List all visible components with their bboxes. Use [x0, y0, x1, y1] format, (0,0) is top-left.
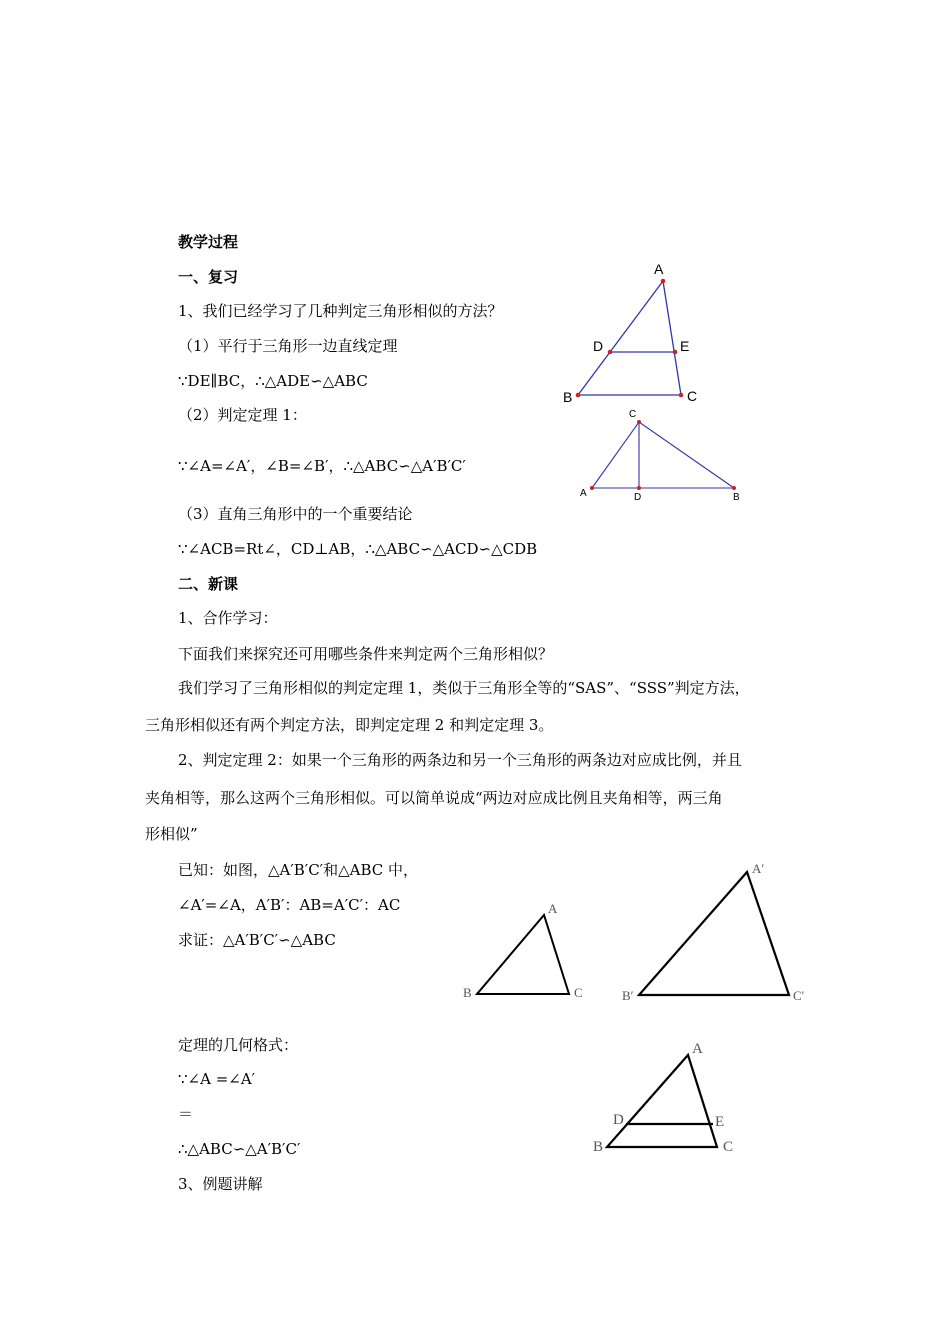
label-a: A	[548, 901, 558, 916]
label-e: E	[715, 1114, 725, 1130]
text-line: （2）判定定理 1：	[178, 406, 307, 424]
label-c-prime: C′	[793, 988, 805, 1003]
point-d	[608, 350, 613, 355]
text-line: 3、例题讲解	[178, 1175, 263, 1193]
label-c: C	[574, 985, 583, 1000]
figure-triangle-ade-abc	[555, 255, 705, 410]
point-a	[661, 279, 666, 284]
section-heading-new-lesson: 二、新课	[178, 575, 239, 593]
point-a	[590, 486, 594, 490]
label-a-prime: A′	[752, 861, 765, 876]
text-line: ∴△ABC∽△A′B′C′	[178, 1140, 301, 1158]
text-line: 我们学习了三角形相似的判定定理 1，类似于三角形全等的“SAS”、“SSS”判定方法，	[178, 679, 750, 697]
text-line: ∠A′=∠A，A′B′：AB=A′C′：AC	[178, 896, 401, 914]
label-e: E	[680, 338, 690, 354]
text-line: ＝	[178, 1105, 194, 1123]
triangle-abc-prime-outline	[639, 872, 789, 995]
point-d	[637, 486, 641, 490]
triangle-acb-outline	[592, 422, 734, 488]
figure-triangle-abc-small	[458, 895, 588, 1010]
point-c	[637, 420, 641, 424]
text-line: 三角形相似还有两个判定方法，即判定定理 2 和判定定理 3。	[145, 716, 554, 734]
text-line: ∵∠A=∠A′，∠B=∠B′，∴△ABC∽△A′B′C′	[178, 457, 466, 475]
label-a: A	[580, 488, 587, 499]
label-b: B	[593, 1139, 604, 1155]
label-c: C	[687, 388, 698, 404]
point-e	[673, 350, 678, 355]
text-line: 形相似”	[145, 825, 198, 843]
page-title: 教学过程	[178, 233, 239, 251]
triangle-abc-outline	[607, 1055, 717, 1147]
label-b: B	[463, 985, 472, 1000]
label-a: A	[654, 261, 664, 277]
point-c	[679, 393, 684, 398]
text-line: 下面我们来探究还可用哪些条件来判定两个三角形相似？	[178, 645, 554, 663]
section-heading-review: 一、复习	[178, 268, 239, 286]
text-line: ∵∠ACB=Rt∠，CD⊥AB，∴△ABC∽△ACD∽△CDB	[178, 540, 538, 558]
text-line: 已知：如图，△A′B′C′和△ABC 中，	[178, 861, 419, 879]
figure-right-triangle-altitude	[575, 405, 750, 505]
text-line: 求证：△A′B′C′∽△ABC	[178, 931, 336, 949]
text-line: 定理的几何格式：	[178, 1036, 299, 1054]
text-line: ∵∠A =∠A′	[178, 1070, 256, 1088]
text-line: （3）直角三角形中的一个重要结论	[178, 505, 413, 523]
label-d: D	[634, 492, 642, 503]
text-line: （1）平行于三角形一边直线定理	[178, 337, 398, 355]
label-d: D	[613, 1112, 624, 1128]
figure-triangle-ade-bw	[588, 1030, 748, 1160]
label-b: B	[563, 389, 573, 405]
label-a: A	[692, 1041, 703, 1057]
label-d: D	[593, 338, 604, 354]
point-b	[576, 393, 581, 398]
triangle-abc-outline	[477, 915, 569, 994]
text-line: 夹角相等，那么这两个三角形相似。可以简单说成“两边对应成比例且夹角相等，两三角	[145, 789, 723, 807]
label-c: C	[723, 1139, 734, 1155]
text-line: 1、合作学习：	[178, 609, 278, 627]
figure-triangle-abc-prime-large	[618, 855, 818, 1010]
label-b: B	[733, 492, 740, 503]
text-line: ∵DE∥BC，∴△ADE∽△ABC	[178, 372, 368, 390]
point-b	[732, 486, 736, 490]
label-b-prime: B′	[622, 988, 634, 1003]
text-line: 1、我们已经学习了几种判定三角形相似的方法？	[178, 302, 503, 320]
label-c: C	[629, 409, 637, 420]
text-line: 2、判定定理 2：如果一个三角形的两条边和另一个三角形的两条边对应成比例，并且	[178, 751, 742, 769]
